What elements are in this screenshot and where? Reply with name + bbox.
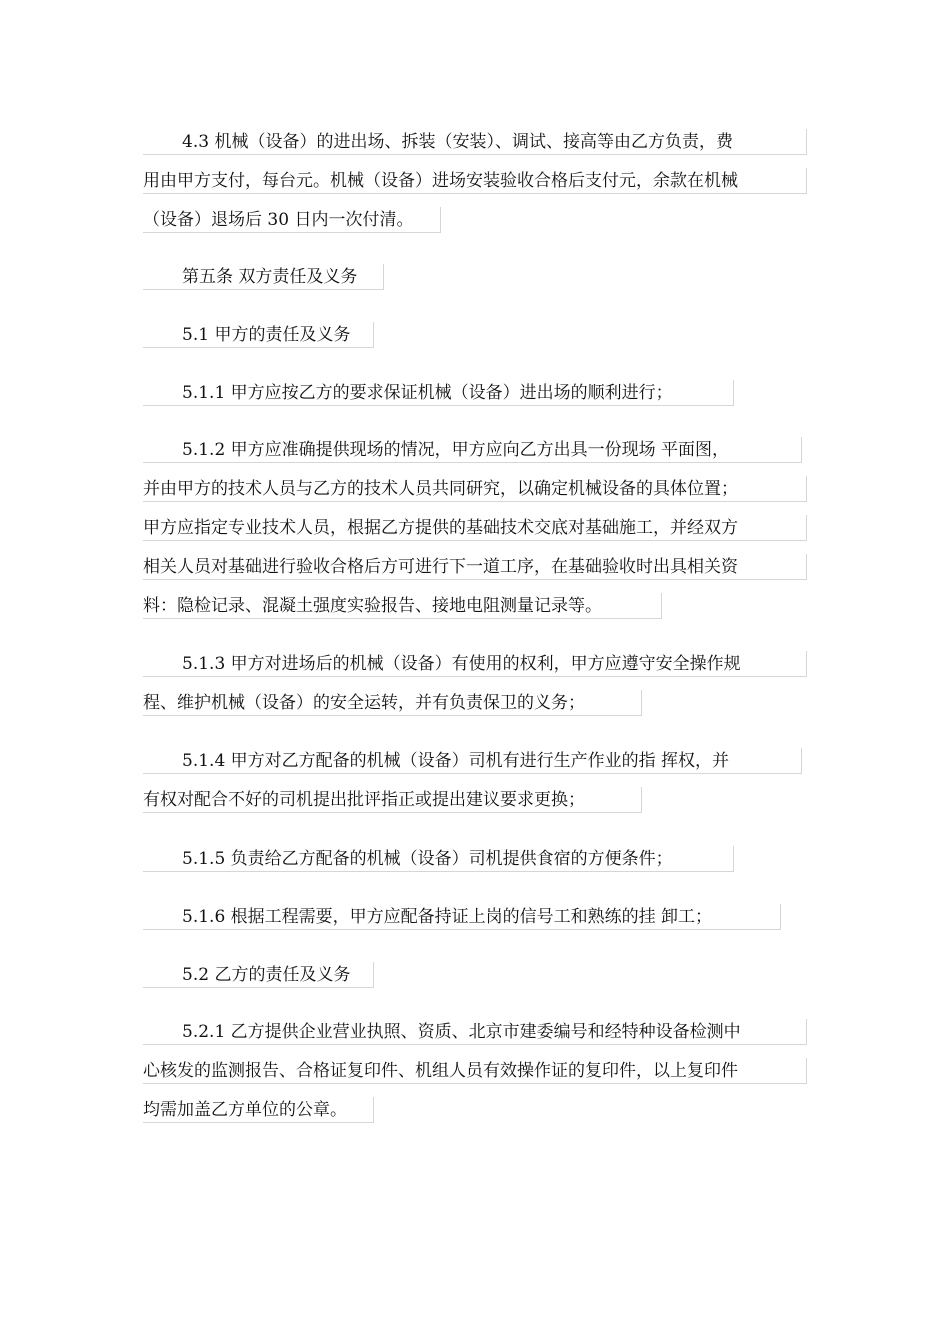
clause-5-2-1 bbox=[143, 1019, 807, 1136]
clause-5-1-heading bbox=[143, 322, 374, 361]
text-line: 第五条 双方责任及义务 bbox=[143, 264, 384, 290]
clause-5-1-2 bbox=[143, 437, 807, 632]
text-line: 4.3 机械（设备）的进出场、拆装（安装）、调试、接高等由乙方负责，费 bbox=[143, 129, 807, 155]
text-line: 5.1.4 甲方对乙方配备的机械（设备）司机有进行生产作业的指 挥权，并 bbox=[143, 748, 802, 774]
clause-5-1-6 bbox=[143, 904, 781, 943]
text-line: （设备）退场后 30 日内一次付清。 bbox=[143, 207, 441, 233]
text-line: 程、维护机械（设备）的安全运转，并有负责保卫的义务； bbox=[143, 690, 642, 716]
clause-5-1-3 bbox=[143, 651, 807, 729]
clause-5-1-1 bbox=[143, 380, 734, 419]
clause-5-2-heading bbox=[143, 962, 374, 1001]
text-line: 用由甲方支付，每台元。机械（设备）进场安装验收合格后支付元，余款在机械 bbox=[143, 168, 807, 194]
clause-4-3 bbox=[143, 129, 807, 246]
text-line: 甲方应指定专业技术人员，根据乙方提供的基础技术交底对基础施工，并经双方 bbox=[143, 515, 807, 541]
article-5-heading bbox=[143, 264, 384, 303]
clause-5-1-5 bbox=[143, 846, 734, 885]
text-line: 有权对配合不好的司机提出批评指正或提出建议要求更换； bbox=[143, 787, 642, 813]
clause-5-1-4 bbox=[143, 748, 802, 826]
text-line: 5.1.5 负责给乙方配备的机械（设备）司机提供食宿的方便条件； bbox=[143, 846, 734, 872]
text-line: 5.1 甲方的责任及义务 bbox=[143, 322, 374, 348]
text-line: 5.1.2 甲方应准确提供现场的情况，甲方应向乙方出具一份现场 平面图， bbox=[143, 437, 802, 463]
text-line: 5.1.3 甲方对进场后的机械（设备）有使用的权利，甲方应遵守安全操作规 bbox=[143, 651, 807, 677]
text-line: 并由甲方的技术人员与乙方的技术人员共同研究，以确定机械设备的具体位置； bbox=[143, 476, 807, 502]
text-line: 5.2.1 乙方提供企业营业执照、资质、北京市建委编号和经特种设备检测中 bbox=[143, 1019, 807, 1045]
text-line: 5.2 乙方的责任及义务 bbox=[143, 962, 374, 988]
text-line: 均需加盖乙方单位的公章。 bbox=[143, 1097, 374, 1123]
text-line: 相关人员对基础进行验收合格后方可进行下一道工序，在基础验收时出具相关资 bbox=[143, 554, 807, 580]
text-line: 心核发的监测报告、合格证复印件、机组人员有效操作证的复印件，以上复印件 bbox=[143, 1058, 807, 1084]
text-line: 5.1.6 根据工程需要，甲方应配备持证上岗的信号工和熟练的挂 卸工； bbox=[143, 904, 781, 930]
text-line: 5.1.1 甲方应按乙方的要求保证机械（设备）进出场的顺利进行； bbox=[143, 380, 734, 406]
text-line: 料：隐检记录、混凝土强度实验报告、接地电阻测量记录等。 bbox=[143, 593, 662, 619]
